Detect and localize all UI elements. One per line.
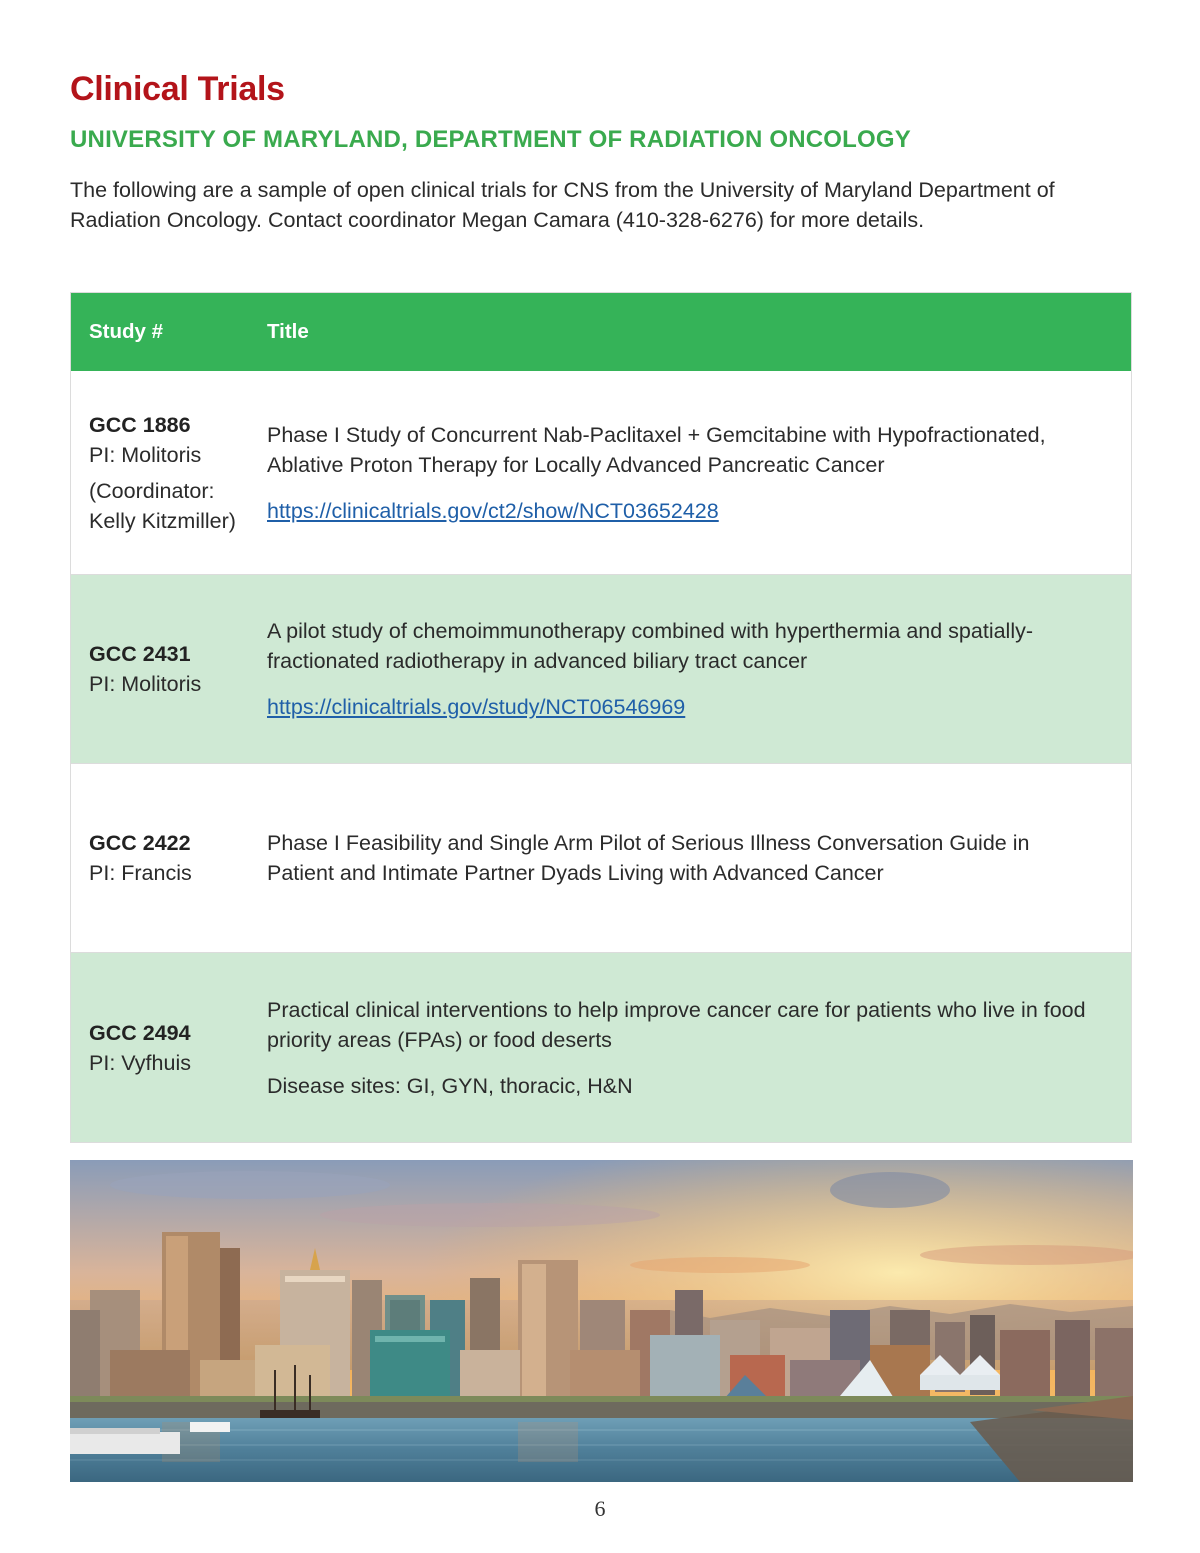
study-title: Phase I Feasibility and Single Arm Pilot of Serious Illness Conversation Guide in Patient and Intimate Partner Dyads Living with Advanced Cancer: [267, 831, 1030, 885]
title-cell: [267, 420, 1131, 526]
title-cell: [267, 995, 1131, 1101]
column-header-study: Study #: [89, 320, 164, 343]
study-number: GCC 2494: [89, 1020, 191, 1045]
coordinator: (Coordinator: Kelly Kitzmiller): [89, 478, 236, 533]
principal-investigator: PI: Francis: [89, 861, 192, 885]
study-link[interactable]: https://clinicaltrials.gov/study/NCT06546969: [267, 695, 686, 719]
clinical-trials-table: [70, 292, 1132, 1143]
study-title: Phase I Study of Concurrent Nab-Paclitaxel + Gemcitabine with Hypofractionated, Ablative Proton Therapy for Locally Advanced Pancreatic Cancer: [267, 422, 1046, 477]
department-subtitle: UNIVERSITY OF MARYLAND, DEPARTMENT OF RADIATION ONCOLOGY: [70, 126, 911, 153]
study-cell: [71, 828, 267, 888]
principal-investigator: PI: Vyfhuis: [89, 1050, 191, 1075]
study-number: GCC 2422: [89, 831, 191, 855]
table-header: [71, 293, 1131, 371]
column-header-title: Title: [267, 320, 309, 343]
baltimore-skyline-photo: [70, 1160, 1133, 1482]
skyline-illustration: [70, 1160, 1133, 1482]
study-cell: [71, 639, 267, 699]
study-cell: [71, 1018, 267, 1078]
page-title: Clinical Trials: [70, 70, 285, 108]
table-row: [71, 574, 1131, 763]
study-number: GCC 2431: [89, 642, 191, 666]
table-row: [71, 763, 1131, 952]
disease-sites-note: Disease sites: GI, GYN, thoracic, H&N: [267, 1073, 633, 1098]
study-cell: [71, 410, 267, 536]
principal-investigator: PI: Molitoris: [89, 442, 202, 467]
study-number: GCC 1886: [89, 412, 191, 437]
principal-investigator: PI: Molitoris: [89, 672, 202, 696]
title-cell: [267, 616, 1131, 722]
study-title: A pilot study of chemoimmunotherapy combined with hyperthermia and spatially-fractionated radiotherapy in advanced biliary tract cancer: [267, 619, 1034, 673]
table-row: [71, 371, 1131, 574]
intro-paragraph: The following are a sample of open clinical trials for CNS from the University of Maryland Department of Radiation Oncology. Contact coordinator Megan Camara (410-328-6276) for more details.: [70, 178, 1055, 232]
study-link[interactable]: https://clinicaltrials.gov/ct2/show/NCT03652428: [267, 498, 719, 523]
table-row: [71, 952, 1131, 1142]
study-title: Practical clinical interventions to help improve cancer care for patients who live in food priority areas (FPAs) or food deserts: [267, 997, 1086, 1052]
page-number: 6: [594, 1496, 606, 1521]
title-cell: [267, 828, 1131, 888]
